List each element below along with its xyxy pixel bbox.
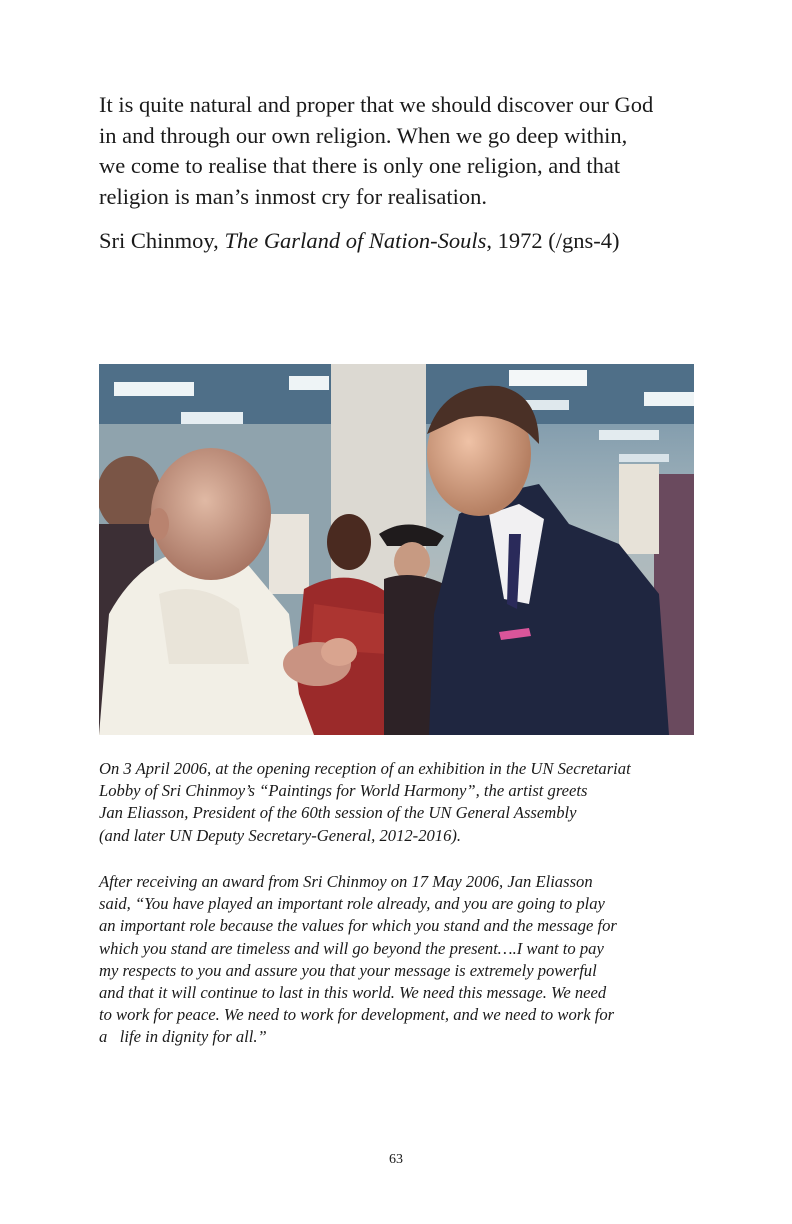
caption-line: Jan Eliasson, President of the 60th session of the UN General Assembly: [99, 803, 577, 823]
statement-line: my respects to you and assure you that your message is extremely powerful: [99, 960, 597, 980]
photo-illustration: [99, 364, 694, 735]
photo-caption: [99, 758, 729, 847]
page-number: 63: [389, 1152, 403, 1167]
handshake-photo: [99, 364, 694, 735]
statement-line: After receiving an award from Sri Chinmoy on 17 May 2006, Jan Eliasson: [99, 872, 593, 891]
attribution-book-title: The Garland of Nation-Souls: [224, 228, 487, 253]
quote-line: religion is man’s inmost cry for realisation.: [99, 183, 488, 209]
attribution-author: Sri Chinmoy,: [99, 228, 225, 253]
statement-line: and that it will continue to last in this world. We need this message. We need: [99, 983, 607, 1003]
caption-line: On 3 April 2006, at the opening reception of an exhibition in the UN Secretariat: [99, 759, 631, 778]
attribution-details: , 1972 (/gns-4): [486, 228, 620, 253]
statement-line: which you stand are timeless and will go beyond the present….I want to pay: [99, 938, 604, 958]
quote-line: in and through our own religion. When we go deep within,: [99, 122, 628, 148]
quote-line: we come to realise that there is only one religion, and that: [99, 153, 621, 178]
quote-attribution: [99, 226, 709, 256]
statement-line: said, “You have played an important role already, and you are going to play: [99, 894, 605, 914]
caption-line: Lobby of Sri Chinmoy’s “Paintings for World Harmony”, the artist greets: [99, 781, 588, 801]
statement-line: a life in dignity for all.”: [99, 1027, 267, 1047]
statement-line: an important role because the values for which you stand and the message for: [99, 916, 617, 936]
quote-line: It is quite natural and proper that we should discover our God: [99, 92, 654, 117]
epigraph-quote: [99, 90, 709, 212]
statement-line: to work for peace. We need to work for development, and we need to work for: [99, 1005, 615, 1025]
eliasson-statement: [99, 871, 729, 1049]
caption-line: (and later UN Deputy Secretary-General, 2012-2016).: [99, 825, 462, 845]
